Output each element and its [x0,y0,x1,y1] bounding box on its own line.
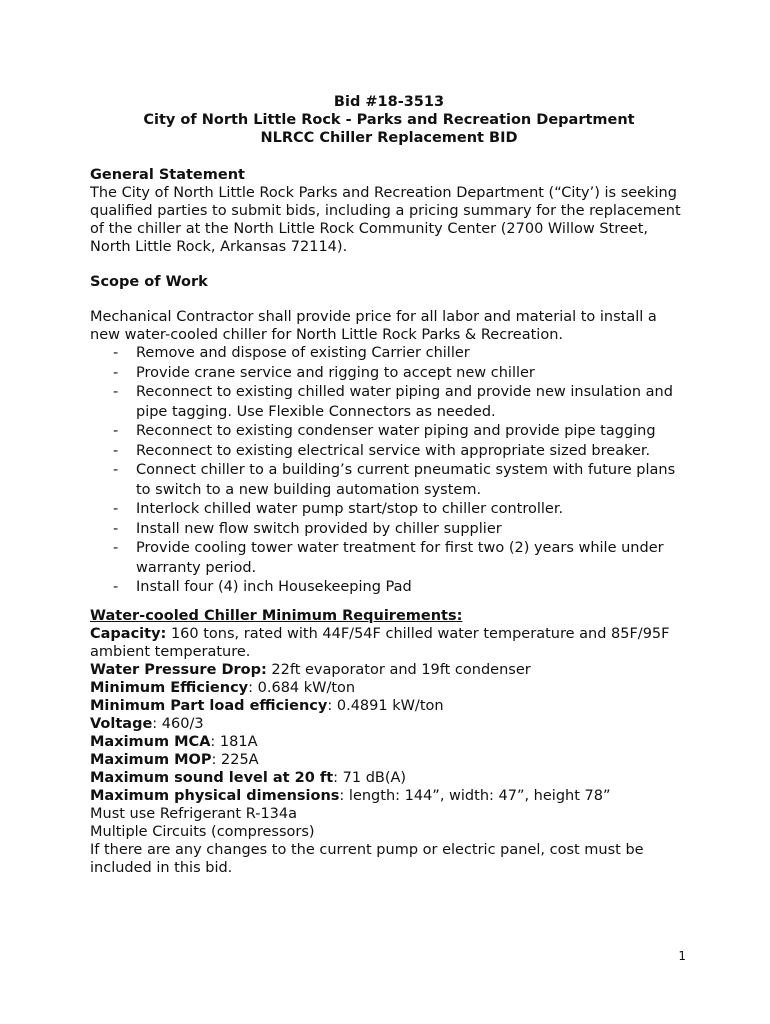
scope-list-item [90,383,688,422]
maximum-mca-line [90,733,688,751]
scope-list-item [90,539,688,578]
project-title: NLRCC Chiller Replacement BID [260,130,518,146]
scope-item-text: Reconnect to existing condenser water piping and provide pipe tagging [136,423,656,439]
minimum-efficiency-label: Minimum Efficiency [90,679,249,696]
scope-item-text: Remove and dispose of existing Carrier chiller [136,345,470,361]
water-pressure-drop-value: 22ft evaporator and 19ft condenser [266,661,531,678]
maximum-mop-value: : 225A [211,751,259,768]
circuits-line: Multiple Circuits (compressors) [90,823,315,840]
maximum-mca-label: Maximum MCA [90,733,211,750]
scope-item-text: Install four (4) inch Housekeeping Pad [136,579,412,595]
bullet-dash: - [113,364,119,381]
spacer [90,256,688,273]
maximum-sound-line [90,769,688,787]
scope-list-item [90,344,688,364]
scope-item-text: Reconnect to existing chilled water piping and provide new insulation and pipe tagging. Use Flexible Connectors as needed. [136,384,673,420]
spacer [90,291,688,308]
general-statement-heading: General Statement [90,167,245,183]
document-body [90,93,688,877]
minimum-part-load-value: : 0.4891 kW/ton [327,697,444,714]
department-name: City of North Little Rock - Parks and Recreation Department [143,112,635,128]
maximum-dimensions-value: : length: 144”, width: 47”, height 78” [339,787,611,804]
page-number: 1 [678,949,686,963]
title-block [90,93,688,147]
bullet-dash: - [113,501,119,517]
scope-list-item [90,520,688,540]
scope-list-item [90,422,688,442]
bid-number: Bid #18-3513 [333,94,445,110]
scope-item-text: Provide cooling tower water treatment for first two (2) years while under warranty period. [136,540,664,576]
minimum-part-load-label: Minimum Part load efficiency [90,697,328,714]
bullet-dash: - [113,462,119,478]
scope-item-text: Provide crane service and rigging to accept new chiller [136,364,535,381]
scope-list-item [90,442,688,462]
bullet-dash: - [113,520,119,537]
bullet-dash: - [113,384,119,400]
voltage-value: : 460/3 [152,715,204,732]
water-pressure-drop-line [90,661,688,679]
general-statement-text: The City of North Little Rock Parks and Recreation Department (“City’) is seeking qualified parties to submit bids, including a pricing summary for the replacement of the chiller at the North Little Rock Community Center (2700 Willow Street, North Little Rock, Arkansas 72114). [90,185,681,255]
bullet-dash: - [113,579,119,595]
minimum-efficiency-value: : 0.684 kW/ton [248,679,356,696]
capacity-label: Capacity: [90,625,167,642]
scope-item-text: Reconnect to existing electrical service with appropriate sized breaker. [136,442,651,459]
minimum-part-load-line [90,697,688,715]
water-pressure-drop-label: Water Pressure Drop: [90,661,267,678]
minimum-efficiency-line [90,679,688,697]
scope-list-item [90,461,688,500]
scope-item-text: Connect chiller to a building’s current pneumatic system with future plans to switch to a new building automation system. [136,462,676,498]
scope-intro-text: Mechanical Contractor shall provide price for all labor and material to install a new water-cooled chiller for North Little Rock Parks & Recreation. [90,309,657,343]
voltage-line [90,715,688,733]
maximum-dimensions-label: Maximum physical dimensions [90,787,340,804]
maximum-sound-value: : 71 dB(A) [333,769,407,786]
general-statement-section [90,166,688,256]
maximum-mop-line [90,751,688,769]
requirements-section [90,607,688,877]
maximum-dimensions-line [90,787,688,805]
scope-item-text: Interlock chilled water pump start/stop to chiller controller. [136,501,564,517]
capacity-line [90,625,688,661]
requirements-heading: Water-cooled Chiller Minimum Requirements: [90,607,463,624]
refrigerant-line: Must use Refrigerant R-134a [90,805,298,822]
scope-item-list [90,344,688,598]
bullet-dash: - [113,442,119,459]
voltage-label: Voltage [90,715,153,732]
maximum-sound-label: Maximum sound level at 20 ft [90,769,334,786]
capacity-value: 160 tons, rated with 44F/54F chilled water temperature and 85F/95F ambient temperature. [90,625,670,660]
bullet-dash: - [113,540,119,556]
scope-list-item [90,500,688,520]
bullet-dash: - [113,423,119,439]
scope-of-work-section [90,273,688,598]
spacer [90,147,688,166]
scope-of-work-heading: Scope of Work [90,274,208,290]
scope-list-item [90,364,688,384]
scope-list-item [90,578,688,598]
spacer [90,598,688,607]
cost-note-line: If there are any changes to the current pump or electric panel, cost must be included in this bid. [90,841,644,876]
scope-item-text: Install new flow switch provided by chiller supplier [136,520,502,537]
maximum-mop-label: Maximum MOP [90,751,212,768]
maximum-mca-value: : 181A [210,733,258,750]
bullet-dash: - [113,345,119,361]
